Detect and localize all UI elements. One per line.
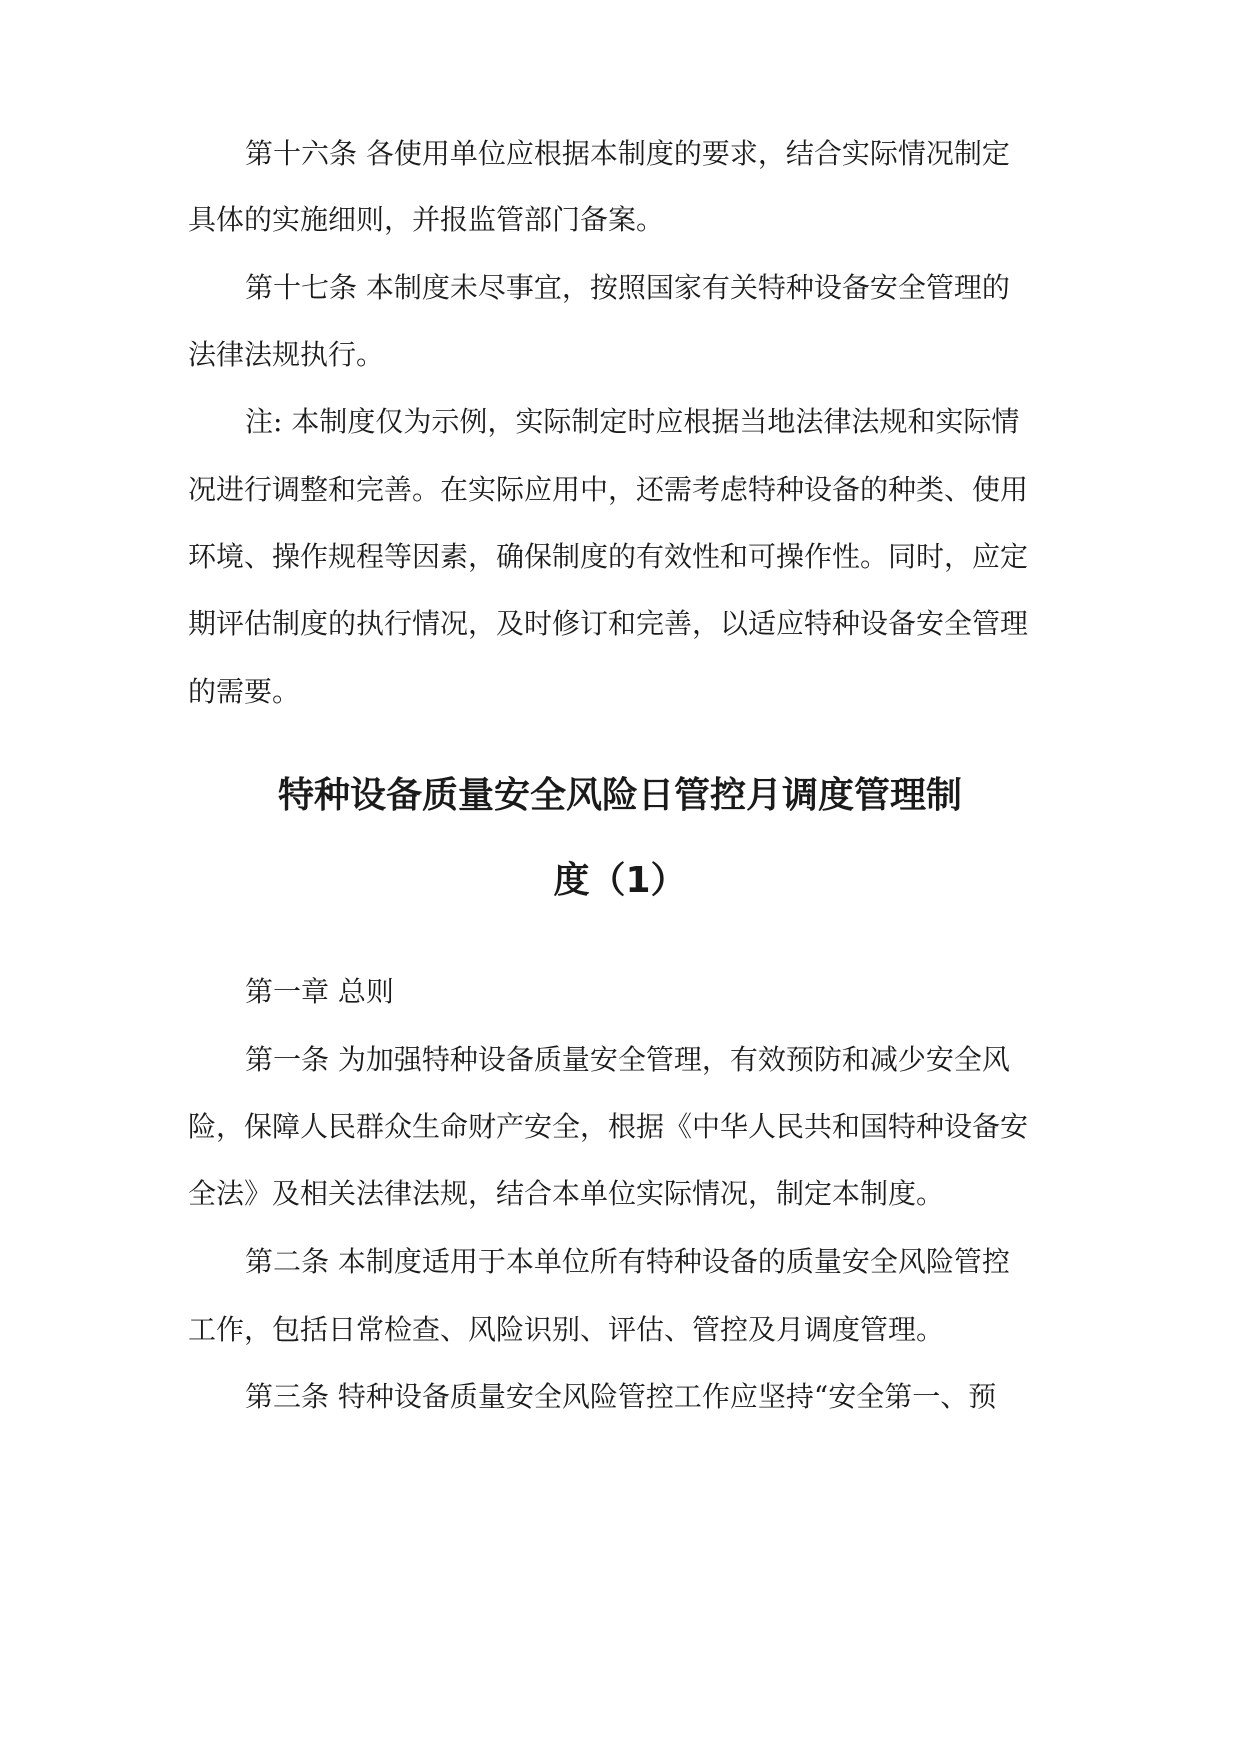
article-2-line-1: 第二条 本制度适用于本单位所有特种设备的质量安全风险管控: [245, 1245, 1010, 1278]
article-1-line-3: 全法》及相关法律法规，结合本单位实际情况，制定本制度。: [188, 1177, 945, 1210]
article-17-line-1: 第十七条 本制度未尽事宜，按照国家有关特种设备安全管理的: [245, 271, 1010, 304]
article-1-line-2: 险，保障人民群众生命财产安全，根据《中华人民共和国特种设备安: [188, 1110, 1029, 1143]
article-2-line-2: 工作，包括日常检查、风险识别、评估、管控及月调度管理。: [188, 1313, 945, 1346]
document-title-line-2: 度（1）: [553, 860, 687, 901]
note-line-3: 环境、操作规程等因素，确保制度的有效性和可操作性。同时，应定: [188, 540, 1029, 573]
note-line-1: 注: 本制度仅为示例，实际制定时应根据当地法律法规和实际情: [245, 405, 1020, 438]
article-16-line-1: 第十六条 各使用单位应根据本制度的要求，结合实际情况制定: [245, 137, 1010, 170]
note-line-4: 期评估制度的执行情况，及时修订和完善，以适应特种设备安全管理: [188, 607, 1029, 640]
article-3-line-1: 第三条 特种设备质量安全风险管控工作应坚持“安全第一、预: [245, 1380, 997, 1413]
note-line-5: 的需要。: [188, 675, 301, 708]
document-title-line-1: 特种设备质量安全风险日管控月调度管理制: [277, 775, 962, 816]
note-line-2: 况进行调整和完善。在实际应用中，还需考虑特种设备的种类、使用: [188, 473, 1029, 506]
article-17-line-2: 法律法规执行。: [188, 338, 385, 371]
article-1-line-1: 第一条 为加强特种设备质量安全管理，有效预防和减少安全风: [245, 1043, 1010, 1076]
article-16-line-2: 具体的实施细则，并报监管部门备案。: [188, 203, 665, 236]
chapter-1-heading: 第一章 总则: [245, 975, 394, 1008]
